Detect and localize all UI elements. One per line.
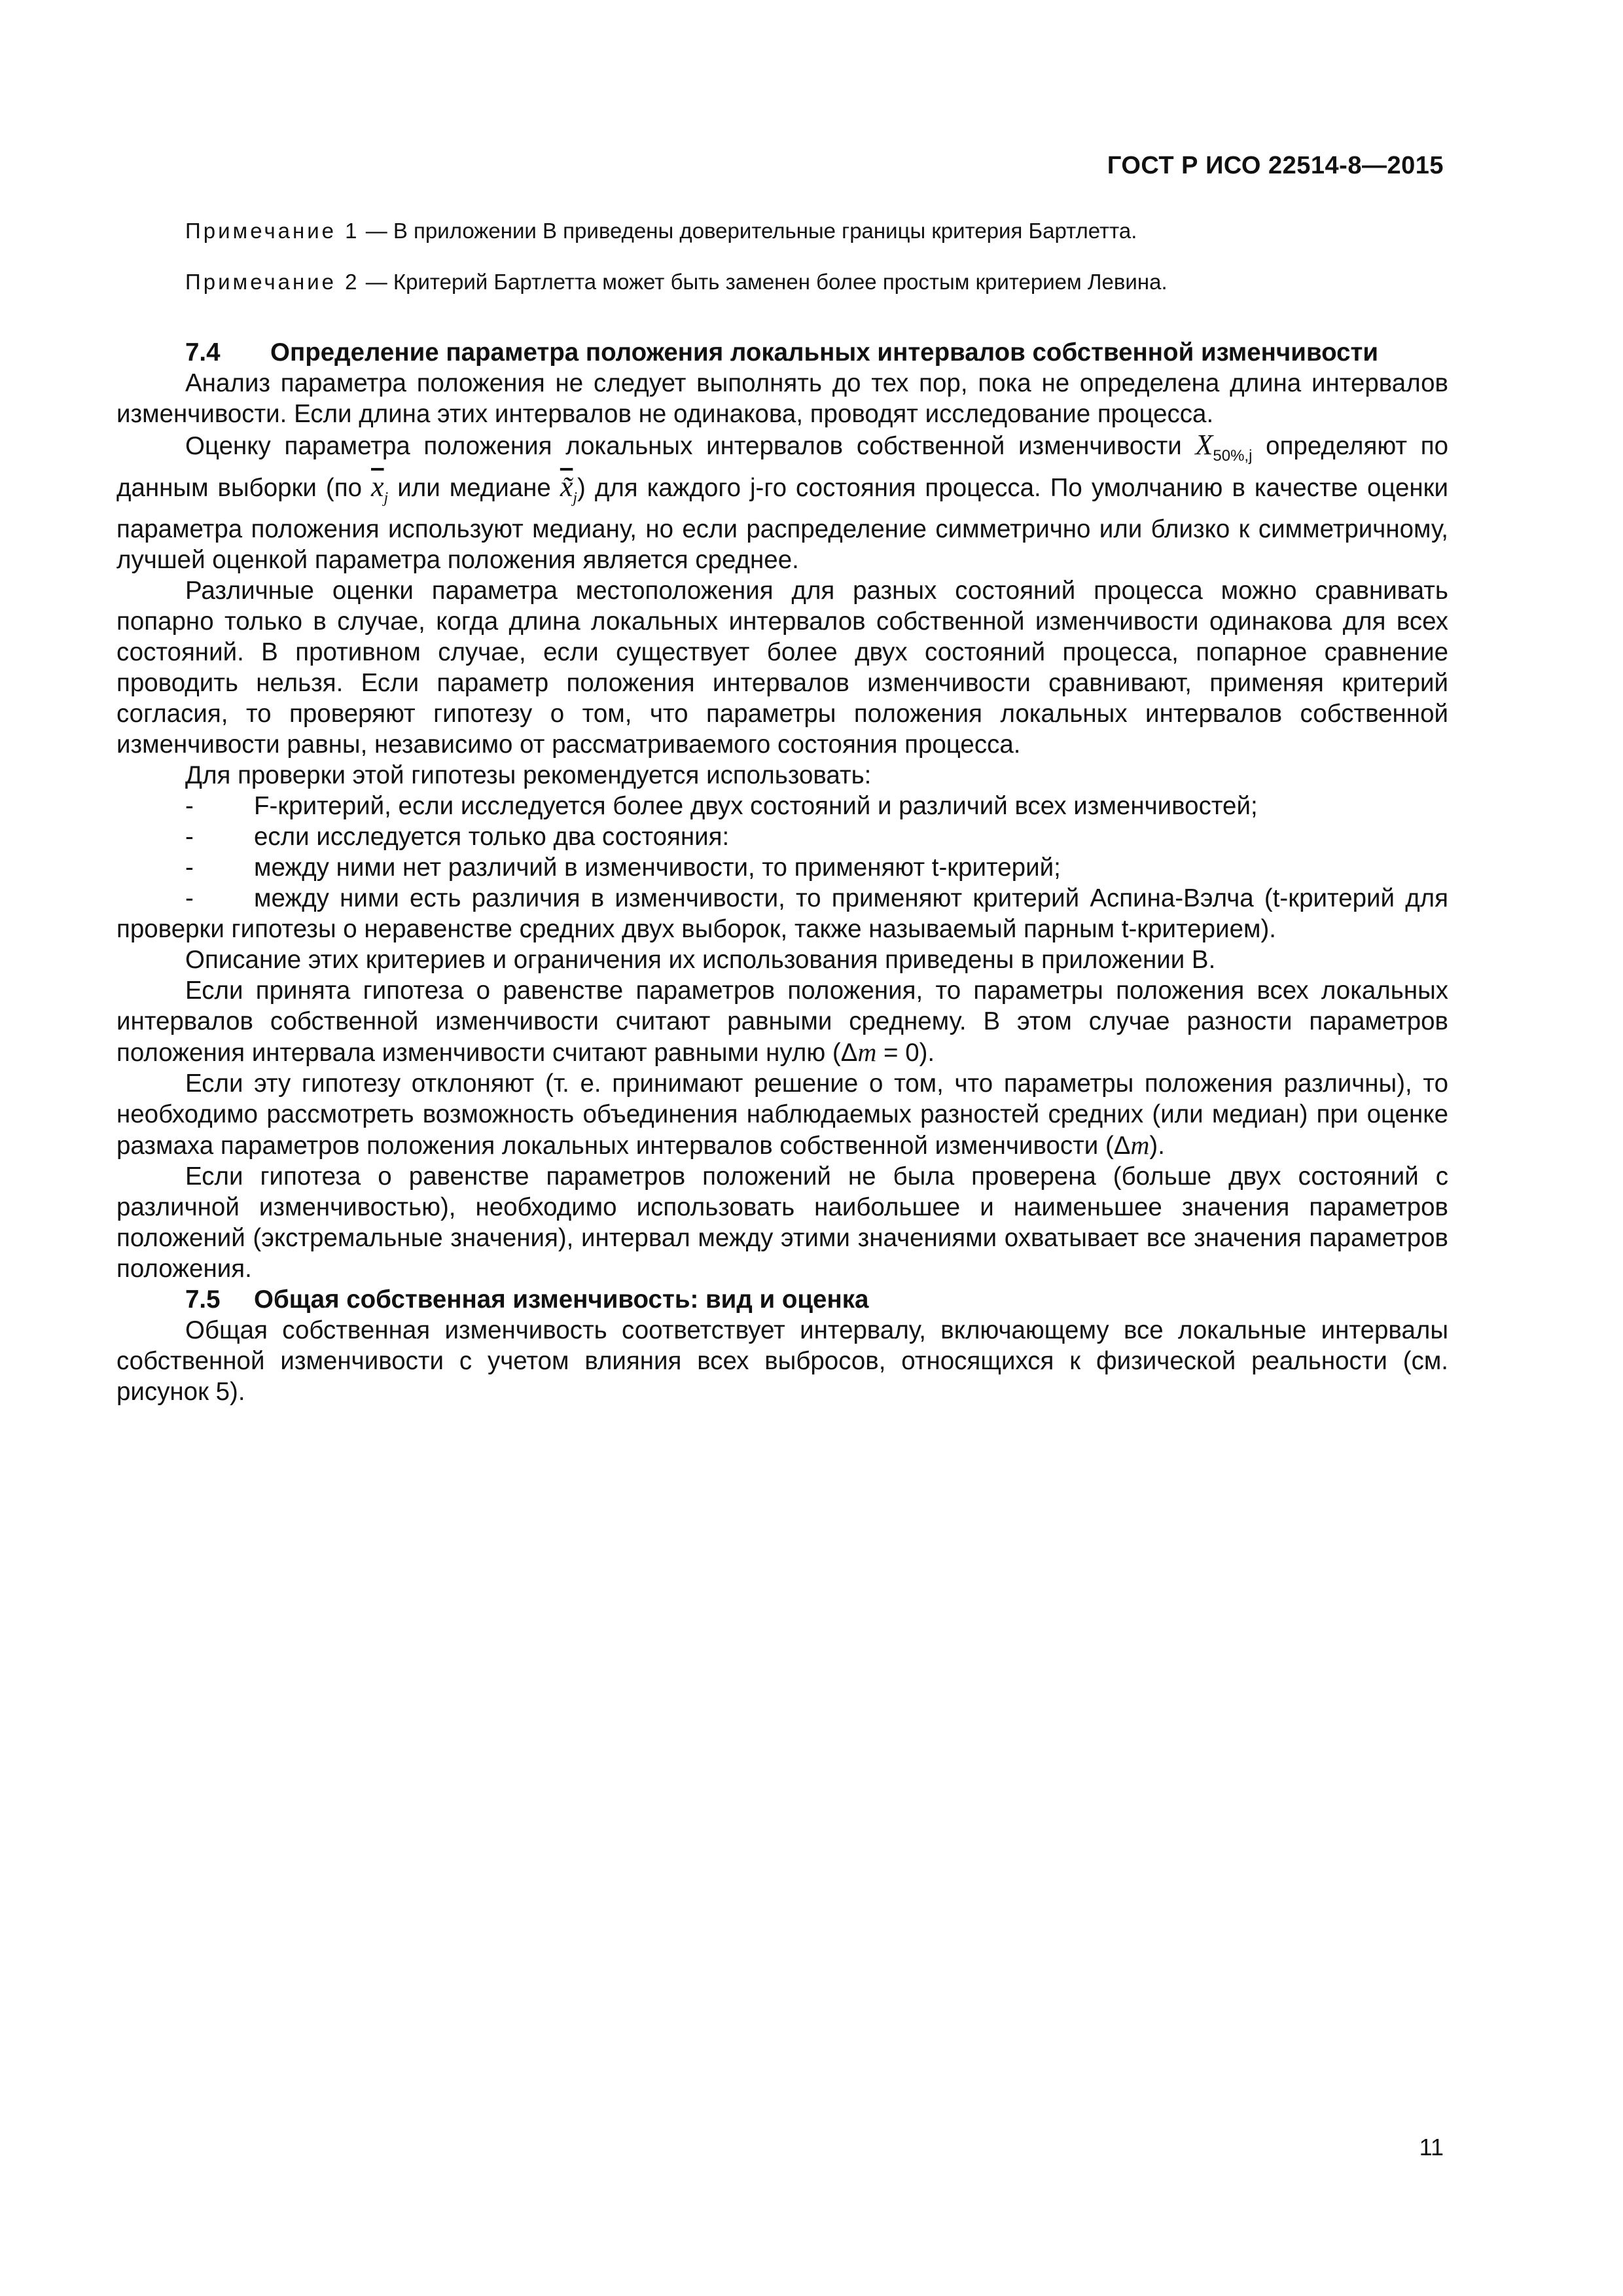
paragraph-7-5-1: Общая собственная изменчивость соответствует интервалу, включающему все локальные интервалы собственной изменчивости с учетом влияния всех выбросов, относящихся к физической реальности (см. рисунок 5).: [116, 1316, 1448, 1406]
standard-code: ГОСТ Р ИСО 22514-8—2015: [1107, 152, 1444, 179]
symbol-median-subscript: j: [573, 490, 578, 507]
note-2: [185, 268, 1448, 295]
note-1: [185, 217, 1448, 244]
body-text: [116, 337, 1448, 1407]
symbol-x50-letter: X: [1195, 429, 1213, 461]
paragraph-7-4-5: Описание этих критериев и ограничения их использования приведены в приложении В.: [185, 946, 1216, 974]
note-1-text: — В приложении В приведены доверительные границы критерия Бартлетта.: [359, 219, 1137, 243]
paragraph-7-4-6: [116, 975, 1448, 1068]
paragraph-7-4-2-part-a: Оценку параметра положения локальных интервалов собственной изменчивости: [185, 432, 1196, 460]
paragraph-7-4-4: Для проверки этой гипотезы рекомендуется использовать:: [185, 761, 872, 789]
section-7-5-title: Общая собственная изменчивость: вид и оценка: [254, 1285, 869, 1314]
paragraph-7-4-6-part-a: Если принята гипотеза о равенстве параметров положения, то параметры положения всех локальных интервалов собственной изменчивости считают равными среднему. В этом случае разности параметров положения интервала изменчивости считают равными нулю (Δ: [116, 977, 1448, 1067]
paragraph-7-4-8: Если гипотеза о равенстве параметров положений не была проверена (больше двух состояний с различной изменчивостью), необходимо использовать наибольшее и наименьшее значения параметров положений (экстремальные значения), интервал между этими значениями охватывает все значения параметров положения.: [116, 1162, 1448, 1283]
note-2-label: Примечание 2: [185, 270, 360, 295]
symbol-x50-subscript: 50%,j: [1213, 447, 1253, 465]
symbol-x50: [1195, 429, 1213, 461]
paragraph-7-4-2-part-c: или медиане: [388, 474, 560, 502]
note-1-label: Примечание 1: [185, 219, 360, 243]
symbol-m: m: [1130, 1130, 1150, 1160]
paragraph-7-4-1: Анализ параметра положения не следует выполнять до тех пор, пока не определена длина интервалов изменчивости. Если длина этих интервалов не одинакова, проводят исследование процесса.: [116, 369, 1448, 428]
list-dash: -: [185, 792, 194, 820]
list-dash: -: [185, 853, 194, 882]
symbol-m: m: [857, 1037, 877, 1067]
list-item-text: между ними нет различий в изменчивости, то применяют t-критерий;: [254, 853, 1061, 882]
paragraph-7-4-7-part-a: Если эту гипотезу отклоняют (т. е. принимают решение о том, что параметры положения различны), то необходимо рассмотреть возможность объединения наблюдаемых разностей средних (или медиан) при оценке размаха параметров положения локальных интервалов собственной изменчивости (Δ: [116, 1069, 1448, 1160]
paragraph-7-4-2-part-d: ) для каждого j-го состояния процесса. По умолчанию в качестве оценки параметра положения используют медиану, но если распределение симметрично или близко к симметричному, лучшей оценкой параметра положения является среднее.: [116, 474, 1449, 574]
page-number: 11: [1419, 2134, 1444, 2161]
list-item: [116, 791, 1448, 821]
list-dash: -: [185, 884, 194, 912]
symbol-sample-mean: $\overline{x}$: [371, 471, 384, 503]
section-7-5-number: 7.5: [185, 1285, 221, 1314]
paragraph-7-4-2-part-b: определяют по данным выборки (по: [116, 432, 1448, 502]
list-item: [116, 821, 1448, 852]
list-item-text: если исследуется только два состояния:: [254, 823, 730, 851]
notes-block: [185, 217, 1448, 320]
symbol-median: x̃: [560, 471, 573, 503]
section-7-4-title: Определение параметра положения локальных интервалов собственной изменчивости: [270, 338, 1379, 367]
list-dash: -: [185, 823, 194, 851]
paragraph-7-4-7-part-b: ).: [1149, 1132, 1165, 1160]
list-item: [116, 883, 1448, 944]
section-7-5-heading: [116, 1284, 1448, 1315]
list-item-text: F-критерий, если исследуется более двух состояний и различий всех изменчивостей;: [254, 792, 1258, 820]
paragraph-7-4-3: Различные оценки параметра местоположения для разных состояний процесса можно сравнивать попарно только в случае, когда длина локальных интервалов собственной изменчивости одинакова для всех состояний. В противном случае, если существует более двух состояний процесса, попарное сравнение проводить нельзя. Если параметр положения интервалов изменчивости сравнивают, применяя критерий согласия, то проверяют гипотезу о том, что параметры положения локальных интервалов собственной изменчивости равны, независимо от рассматриваемого состояния процесса.: [116, 577, 1448, 759]
symbol-sample-mean-subscript: j: [383, 490, 389, 507]
list-item: [116, 852, 1448, 883]
paragraph-7-4-2: [116, 429, 1448, 575]
section-7-4-heading: [116, 337, 1448, 368]
note-2-text: — Критерий Бартлетта может быть заменен более простым критерием Левина.: [359, 270, 1168, 295]
list-item-text: между ними есть различия в изменчивости, то применяют критерий Аспина-Вэлча (t-критерий для проверки гипотезы о неравенстве средних двух выборок, также называемый парным t-критерием).: [116, 884, 1448, 943]
paragraph-7-4-6-part-b: = 0).: [876, 1039, 935, 1067]
section-7-4-number: 7.4: [185, 338, 221, 367]
paragraph-7-4-7: [116, 1068, 1448, 1161]
